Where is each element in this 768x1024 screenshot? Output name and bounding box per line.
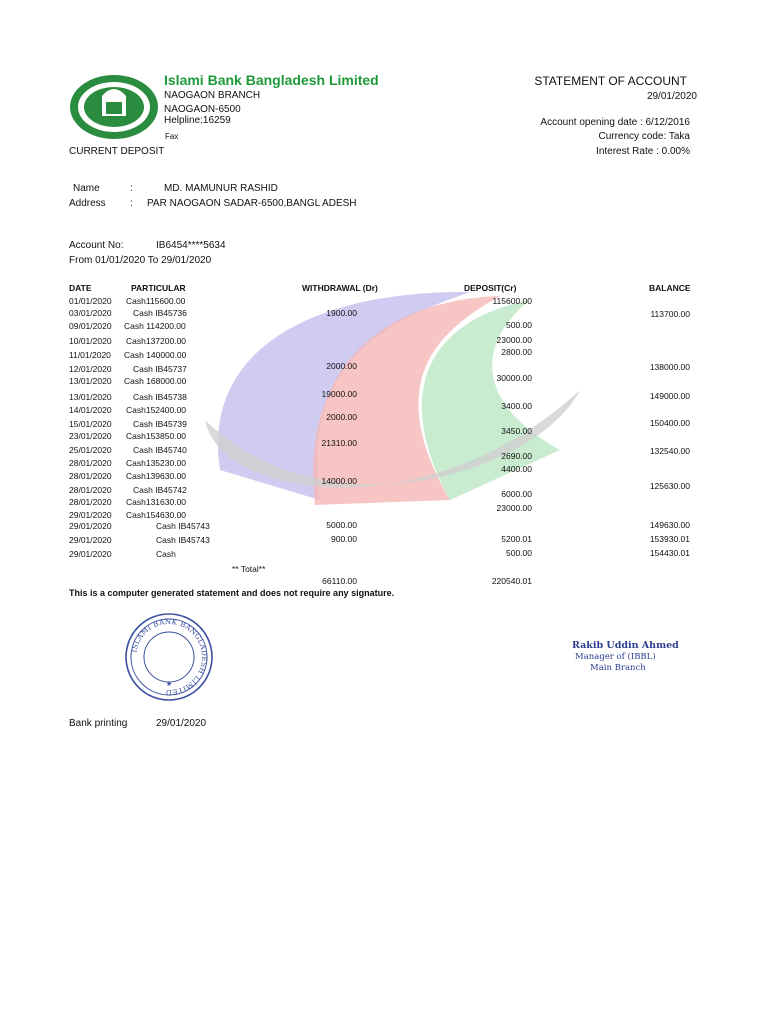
header-deposit: DEPOSIT(Cr) — [464, 283, 517, 293]
interest-rate: Interest Rate : 0.00% — [596, 146, 690, 157]
balance-cell: 138000.00 — [649, 362, 690, 372]
date-cell: 14/01/2020 — [69, 405, 112, 415]
date-cell: 28/01/2020 — [69, 471, 112, 481]
header-particular: PARTICULAR — [131, 283, 186, 293]
withdrawal-cell: 21310.00 — [321, 438, 357, 448]
date-cell: 23/01/2020 — [69, 431, 112, 441]
withdrawal-cell: 2000.00 — [326, 361, 357, 371]
particular-cell: Cash — [156, 549, 176, 559]
bank-helpline: Helpline:16259 — [164, 115, 231, 126]
total-withdrawal: 66110.00 — [322, 576, 357, 586]
particular-cell: Cash IB45743 — [156, 535, 210, 545]
date-cell: 28/01/2020 — [69, 458, 112, 468]
date-cell: 29/01/2020 — [69, 510, 112, 520]
seal-text: ISLAMI BANK BANGLADESH LIMITED — [129, 616, 210, 698]
particular-cell: Cash IB45742 — [133, 485, 187, 495]
balance-cell: 150400.00 — [649, 418, 690, 428]
bank-fax: Fax — [165, 132, 179, 141]
deposit-cell: 6000.00 — [501, 489, 532, 499]
date-cell: 10/01/2020 — [69, 336, 112, 346]
deposit-cell: 30000.00 — [496, 373, 532, 383]
date-cell: 09/01/2020 — [69, 321, 112, 331]
disclaimer: This is a computer generated statement and does not require any signature. — [69, 588, 395, 598]
date-cell: 13/01/2020 — [69, 392, 112, 402]
withdrawal-cell: 5000.00 — [326, 520, 357, 530]
withdrawal-cell: 1900.00 — [326, 308, 357, 318]
particular-cell: Cash IB45740 — [133, 445, 187, 455]
date-cell: 25/01/2020 — [69, 445, 112, 455]
balance-cell: 153930.01 — [649, 534, 690, 544]
deposit-cell: 3400.00 — [501, 401, 532, 411]
account-number: IB6454****5634 — [156, 240, 226, 251]
balance-cell: 132540.00 — [649, 446, 690, 456]
customer-address: PAR NAOGAON SADAR-6500,BANGL ADESH — [147, 198, 357, 209]
header-withdrawal: WITHDRAWAL (Dr) — [302, 283, 378, 293]
deposit-cell: 115600.00 — [492, 296, 532, 306]
customer-name: MD. MAMUNUR RASHID — [164, 183, 278, 194]
account-type: CURRENT DEPOSIT — [69, 146, 165, 157]
balance-cell: 113700.00 — [650, 309, 690, 319]
date-cell: 03/01/2020 — [69, 308, 112, 318]
balance-cell: 149000.00 — [649, 391, 690, 401]
deposit-cell: 3450.00 — [501, 426, 532, 436]
balance-cell: 125630.00 — [649, 481, 690, 491]
date-cell: 29/01/2020 — [69, 549, 112, 559]
svg-text:★: ★ — [165, 681, 173, 688]
date-cell: 01/01/2020 — [69, 296, 112, 306]
statement-title: STATEMENT OF ACCOUNT — [534, 74, 687, 88]
bank-seal-stamp — [124, 612, 214, 702]
particular-cell: Cash IB45743 — [156, 521, 210, 531]
bank-branch: NAOGAON BRANCH — [164, 90, 261, 101]
total-label: ** Total** — [232, 564, 266, 574]
particular-cell: Cash135230.00 — [126, 458, 187, 468]
particular-cell: Cash IB45739 — [133, 419, 187, 429]
particular-cell: Cash 168000.00 — [124, 376, 187, 386]
withdrawal-cell: 19000.00 — [321, 389, 357, 399]
address-colon: : — [130, 198, 133, 209]
date-cell: 28/01/2020 — [69, 497, 112, 507]
bank-name: Islami Bank Bangladesh Limited — [164, 72, 379, 88]
particular-cell: Cash IB45736 — [133, 308, 187, 318]
date-cell: 28/01/2020 — [69, 485, 112, 495]
deposit-cell: 4400.00 — [501, 464, 532, 474]
date-cell: 15/01/2020 — [69, 419, 112, 429]
particular-cell: Cash 114200.00 — [124, 321, 186, 331]
bank-printing-label: Bank printing — [69, 718, 128, 729]
deposit-cell: 23000.00 — [496, 335, 532, 345]
date-cell: 29/01/2020 — [69, 521, 112, 531]
particular-cell: Cash IB45737 — [133, 364, 187, 374]
particular-cell: Cash153850.00 — [126, 431, 187, 441]
account-number-label: Account No: — [69, 240, 124, 251]
particular-cell: Cash137200.00 — [126, 336, 187, 346]
particular-cell: Cash152400.00 — [126, 405, 187, 415]
signatory-title: Manager of (IBBL) — [575, 652, 656, 662]
bank-city: NAOGAON-6500 — [164, 104, 241, 115]
address-label: Address — [69, 198, 106, 209]
total-deposit: 220540.01 — [491, 576, 532, 586]
particular-cell: Cash IB45738 — [133, 392, 187, 402]
withdrawal-cell: 900.00 — [331, 534, 357, 544]
balance-cell: 149630.00 — [649, 520, 690, 530]
statement-date: 29/01/2020 — [646, 91, 697, 102]
withdrawal-cell: 2000.00 — [326, 412, 357, 422]
signatory-name: Rakib Uddin Ahmed — [572, 640, 679, 651]
name-colon: : — [130, 183, 133, 194]
particular-cell: Cash115600.00 — [126, 296, 186, 306]
header-balance: BALANCE — [649, 283, 691, 293]
deposit-cell: 2800.00 — [501, 347, 532, 357]
bank-printing-date: 29/01/2020 — [156, 718, 207, 729]
currency-code: Currency code: Taka — [598, 131, 690, 142]
particular-cell: Cash 140000.00 — [124, 350, 187, 360]
signatory-branch: Main Branch — [590, 663, 646, 673]
bank-logo-icon — [68, 72, 160, 142]
statement-period: From 01/01/2020 To 29/01/2020 — [69, 255, 212, 266]
date-cell: 29/01/2020 — [69, 535, 112, 545]
date-cell: 13/01/2020 — [69, 376, 112, 386]
name-label: Name — [73, 183, 100, 194]
particular-cell: Cash131630.00 — [126, 497, 187, 507]
header-date: DATE — [69, 283, 92, 293]
balance-cell: 154430.01 — [649, 548, 690, 558]
deposit-cell: 5200.01 — [501, 534, 532, 544]
particular-cell: Cash154630.00 — [126, 510, 187, 520]
deposit-cell: 500.00 — [506, 548, 532, 558]
deposit-cell: 500.00 — [506, 320, 532, 330]
deposit-cell: 2690.00 — [501, 451, 532, 461]
deposit-cell: 23000.00 — [496, 503, 532, 513]
withdrawal-cell: 14000.00 — [321, 476, 357, 486]
date-cell: 11/01/2020 — [69, 350, 111, 360]
date-cell: 12/01/2020 — [69, 364, 112, 374]
particular-cell: Cash139630.00 — [126, 471, 187, 481]
account-opening-date: Account opening date : 6/12/2016 — [540, 117, 690, 128]
